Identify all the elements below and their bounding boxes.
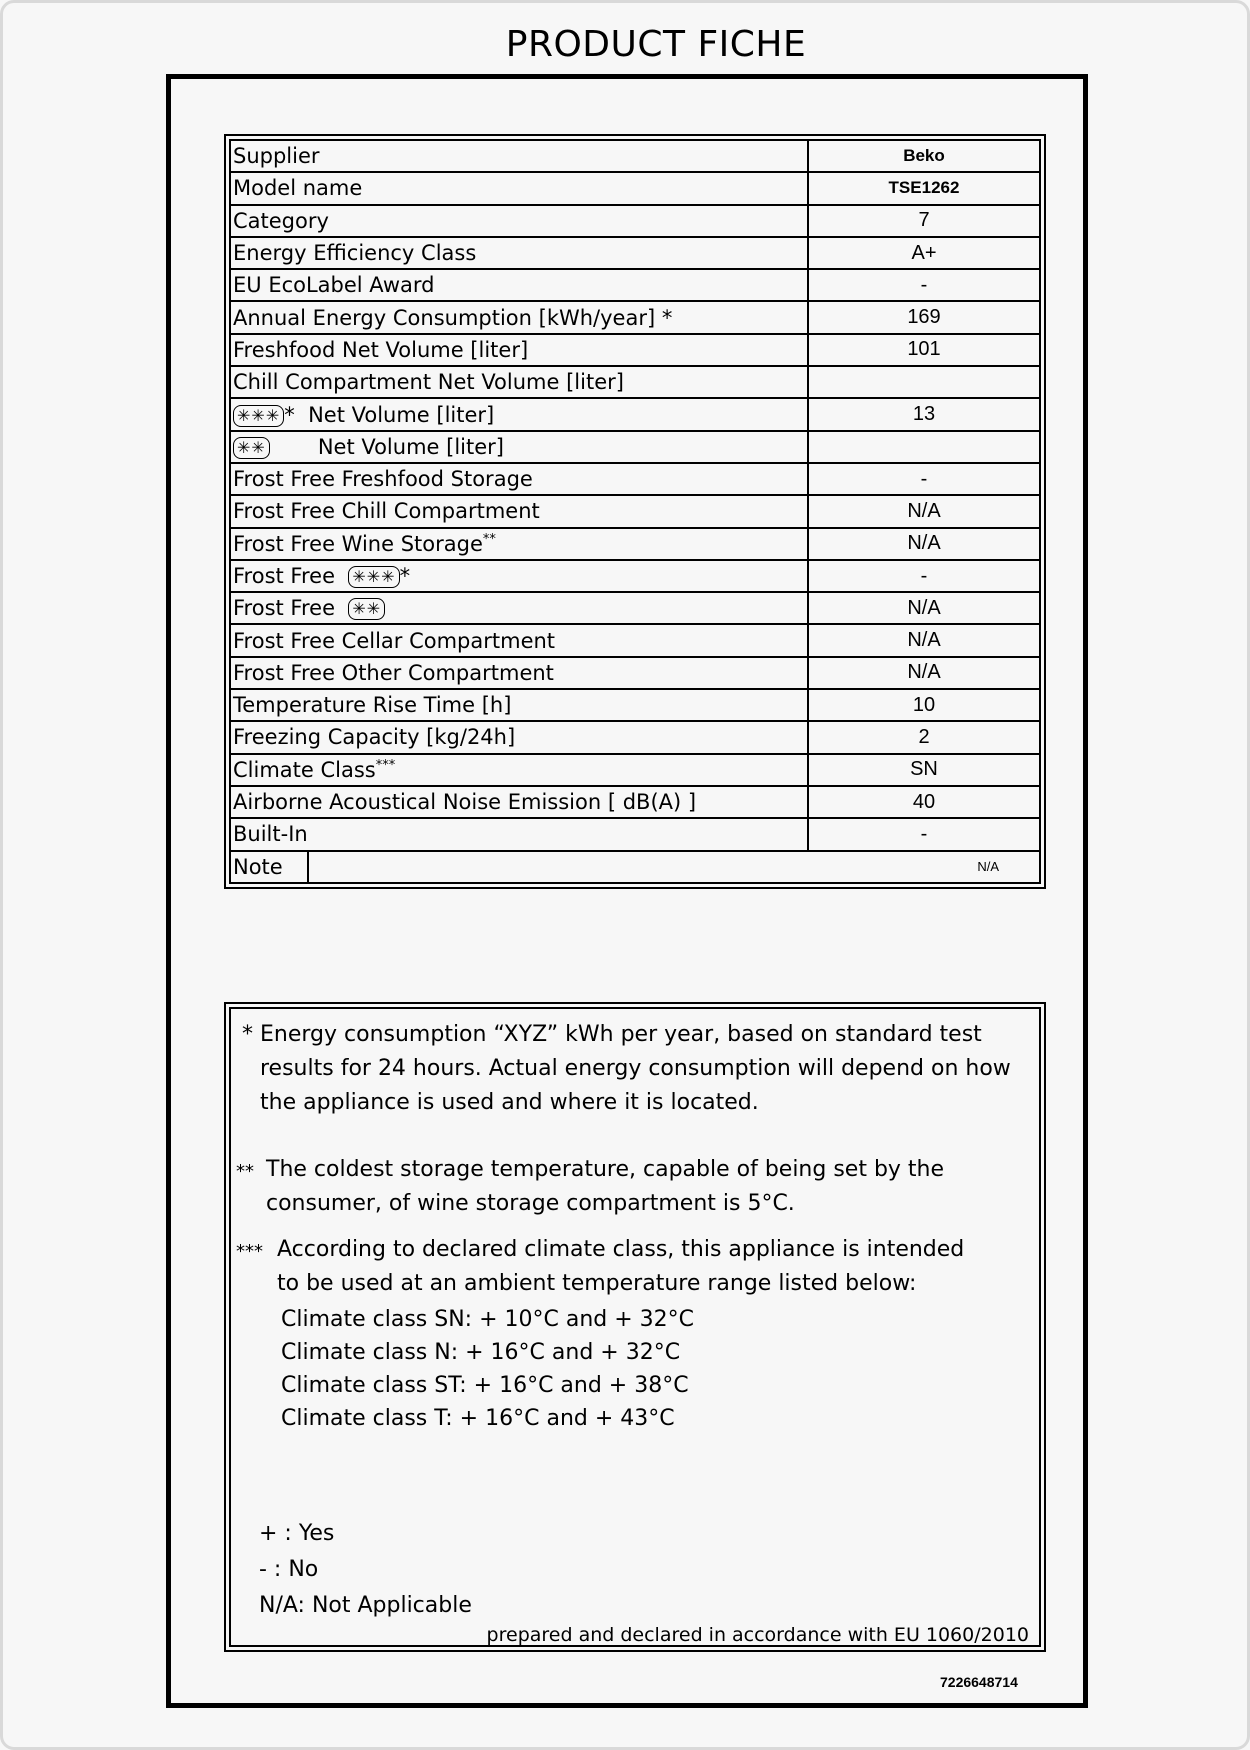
footnotes-box xyxy=(224,1002,1046,1652)
spec-label-temp-rise: Temperature Rise Time [h] xyxy=(230,689,808,721)
spec-value-ff-chill: N/A xyxy=(808,495,1040,527)
climate-class-range: Climate class ST: + 16°C and + 38°C xyxy=(281,1373,689,1398)
spec-value-four-star-volume: 13 xyxy=(808,398,1040,430)
spec-value-ff-freshfood: - xyxy=(808,463,1040,495)
spec-value-model-name: TSE1262 xyxy=(808,172,1040,204)
footnote-climate-mark: *** xyxy=(236,1241,263,1262)
spec-label-ff-chill: Frost Free Chill Compartment xyxy=(230,495,808,527)
spec-label-climate-class xyxy=(230,754,808,786)
table-row xyxy=(230,431,1040,463)
ff-four-star-text: Frost Free xyxy=(233,564,335,588)
spec-label-ff-wine xyxy=(230,528,808,560)
spec-value-category: 7 xyxy=(808,205,1040,237)
spec-value-ff-wine: N/A xyxy=(808,528,1040,560)
ff-wine-footnote-mark: ** xyxy=(482,531,496,547)
two-star-freezer-icon: ✳✳ xyxy=(348,598,385,620)
spec-label-two-star-volume xyxy=(230,431,808,463)
spec-label-noise: Airborne Acoustical Noise Emission [ dB(A) ] xyxy=(230,786,808,818)
table-row xyxy=(230,786,1040,818)
table-row xyxy=(230,301,1040,333)
spec-label-energy-class: Energy Efficiency Class xyxy=(230,237,808,269)
spec-label-ff-other: Frost Free Other Compartment xyxy=(230,657,808,689)
spec-label-freezing-capacity: Freezing Capacity [kg/24h] xyxy=(230,721,808,753)
extra-star: * xyxy=(399,564,411,588)
spec-table-container xyxy=(224,134,1046,889)
table-row xyxy=(230,463,1040,495)
spec-label-chill-volume: Chill Compartment Net Volume [liter] xyxy=(230,366,808,398)
table-row xyxy=(230,624,1040,656)
spec-value-energy-class: A+ xyxy=(808,237,1040,269)
footnote-wine-line-1: The coldest storage temperature, capable of being set by the xyxy=(266,1157,945,1182)
three-star-freezer-icon: ✳✳✳ xyxy=(348,566,399,588)
table-row xyxy=(230,818,1040,850)
spec-value-supplier: Beko xyxy=(808,140,1040,172)
footnote-energy-line-3: the appliance is used and where it is located. xyxy=(260,1090,759,1115)
table-row xyxy=(230,172,1040,204)
note-table xyxy=(229,850,1041,884)
spec-value-freezing-capacity: 2 xyxy=(808,721,1040,753)
extra-star: * xyxy=(284,402,295,427)
spec-label-freshfood-volume: Freshfood Net Volume [liter] xyxy=(230,334,808,366)
spec-value-noise: 40 xyxy=(808,786,1040,818)
table-row xyxy=(230,560,1040,592)
spec-value-annual-energy: 169 xyxy=(808,301,1040,333)
footnote-energy-line-1: Energy consumption “XYZ” kWh per year, based on standard test xyxy=(260,1022,982,1047)
spec-value-freshfood-volume: 101 xyxy=(808,334,1040,366)
table-row xyxy=(230,528,1040,560)
ff-wine-text: Frost Free Wine Storage xyxy=(233,531,483,556)
spec-value-chill-volume xyxy=(808,366,1040,398)
table-row xyxy=(230,592,1040,624)
table-row xyxy=(230,269,1040,301)
ff-two-star-text: Frost Free xyxy=(233,596,335,621)
table-row xyxy=(230,754,1040,786)
spec-label-ecolabel: EU EcoLabel Award xyxy=(230,269,808,301)
climate-class-range: Climate class T: + 16°C and + 43°C xyxy=(281,1406,675,1431)
legend-no: - : No xyxy=(259,1557,319,1582)
footnote-climate-line-2: to be used at an ambient temperature range listed below: xyxy=(277,1271,917,1296)
spec-value-ff-two-star: N/A xyxy=(808,592,1040,624)
table-row xyxy=(230,205,1040,237)
spec-value-ff-other: N/A xyxy=(808,657,1040,689)
legend-not-applicable: N/A: Not Applicable xyxy=(259,1593,472,1618)
spec-value-temp-rise: 10 xyxy=(808,689,1040,721)
table-row xyxy=(230,366,1040,398)
table-row xyxy=(230,237,1040,269)
two-star-freezer-icon: ✳✳ xyxy=(233,437,270,459)
spec-value-ecolabel: - xyxy=(808,269,1040,301)
spec-label-supplier: Supplier xyxy=(230,140,808,172)
spec-label-ff-cellar: Frost Free Cellar Compartment xyxy=(230,624,808,656)
climate-class-range: Climate class N: + 16°C and + 32°C xyxy=(281,1340,681,1365)
spec-label-annual-energy: Annual Energy Consumption [kWh/year] * xyxy=(230,301,808,333)
table-row xyxy=(230,657,1040,689)
spec-label-built-in: Built-In xyxy=(230,818,808,850)
footnotes-inner xyxy=(229,1007,1041,1647)
spec-label-four-star-volume xyxy=(230,398,808,430)
spec-value-climate-class: SN xyxy=(808,754,1040,786)
three-star-freezer-icon: ✳✳✳ xyxy=(233,405,284,427)
spec-value-note: N/A xyxy=(308,851,1040,883)
spec-value-ff-cellar: N/A xyxy=(808,624,1040,656)
spec-value-two-star-volume xyxy=(808,431,1040,463)
declaration-text: prepared and declared in accordance with EU 1060/2010 xyxy=(486,1624,1029,1646)
table-row xyxy=(230,495,1040,527)
page-title: PRODUCT FICHE xyxy=(505,24,807,65)
spec-label-category: Category xyxy=(230,205,808,237)
spec-table xyxy=(229,139,1041,852)
legend-yes: + : Yes xyxy=(259,1521,335,1546)
table-row xyxy=(230,851,1040,883)
footnote-energy-mark: * xyxy=(242,1022,253,1047)
spec-label-note: Note xyxy=(230,851,308,883)
two-star-volume-text: Net Volume [liter] xyxy=(317,434,504,459)
footnote-wine-line-2: consumer, of wine storage compartment is 5°C. xyxy=(266,1191,795,1216)
footnote-wine-mark: ** xyxy=(236,1161,254,1182)
spec-value-ff-four-star: - xyxy=(808,560,1040,592)
climate-class-footnote-mark: *** xyxy=(375,757,396,773)
table-row xyxy=(230,721,1040,753)
document-code: 7226648714 xyxy=(940,1674,1018,1690)
table-row xyxy=(230,334,1040,366)
spec-value-built-in: - xyxy=(808,818,1040,850)
spec-label-ff-two-star xyxy=(230,592,808,624)
climate-class-range: Climate class SN: + 10°C and + 32°C xyxy=(281,1307,695,1332)
table-row xyxy=(230,689,1040,721)
spec-label-ff-four-star xyxy=(230,560,808,592)
spec-label-model-name: Model name xyxy=(230,172,808,204)
table-row xyxy=(230,140,1040,172)
table-row xyxy=(230,398,1040,430)
four-star-volume-text: Net Volume [liter] xyxy=(308,402,495,427)
climate-class-text: Climate Class xyxy=(233,757,376,782)
spec-label-ff-freshfood: Frost Free Freshfood Storage xyxy=(230,463,808,495)
footnote-climate-line-1: According to declared climate class, this appliance is intended xyxy=(277,1237,965,1262)
footnote-energy-line-2: results for 24 hours. Actual energy consumption will depend on how xyxy=(260,1056,1011,1081)
